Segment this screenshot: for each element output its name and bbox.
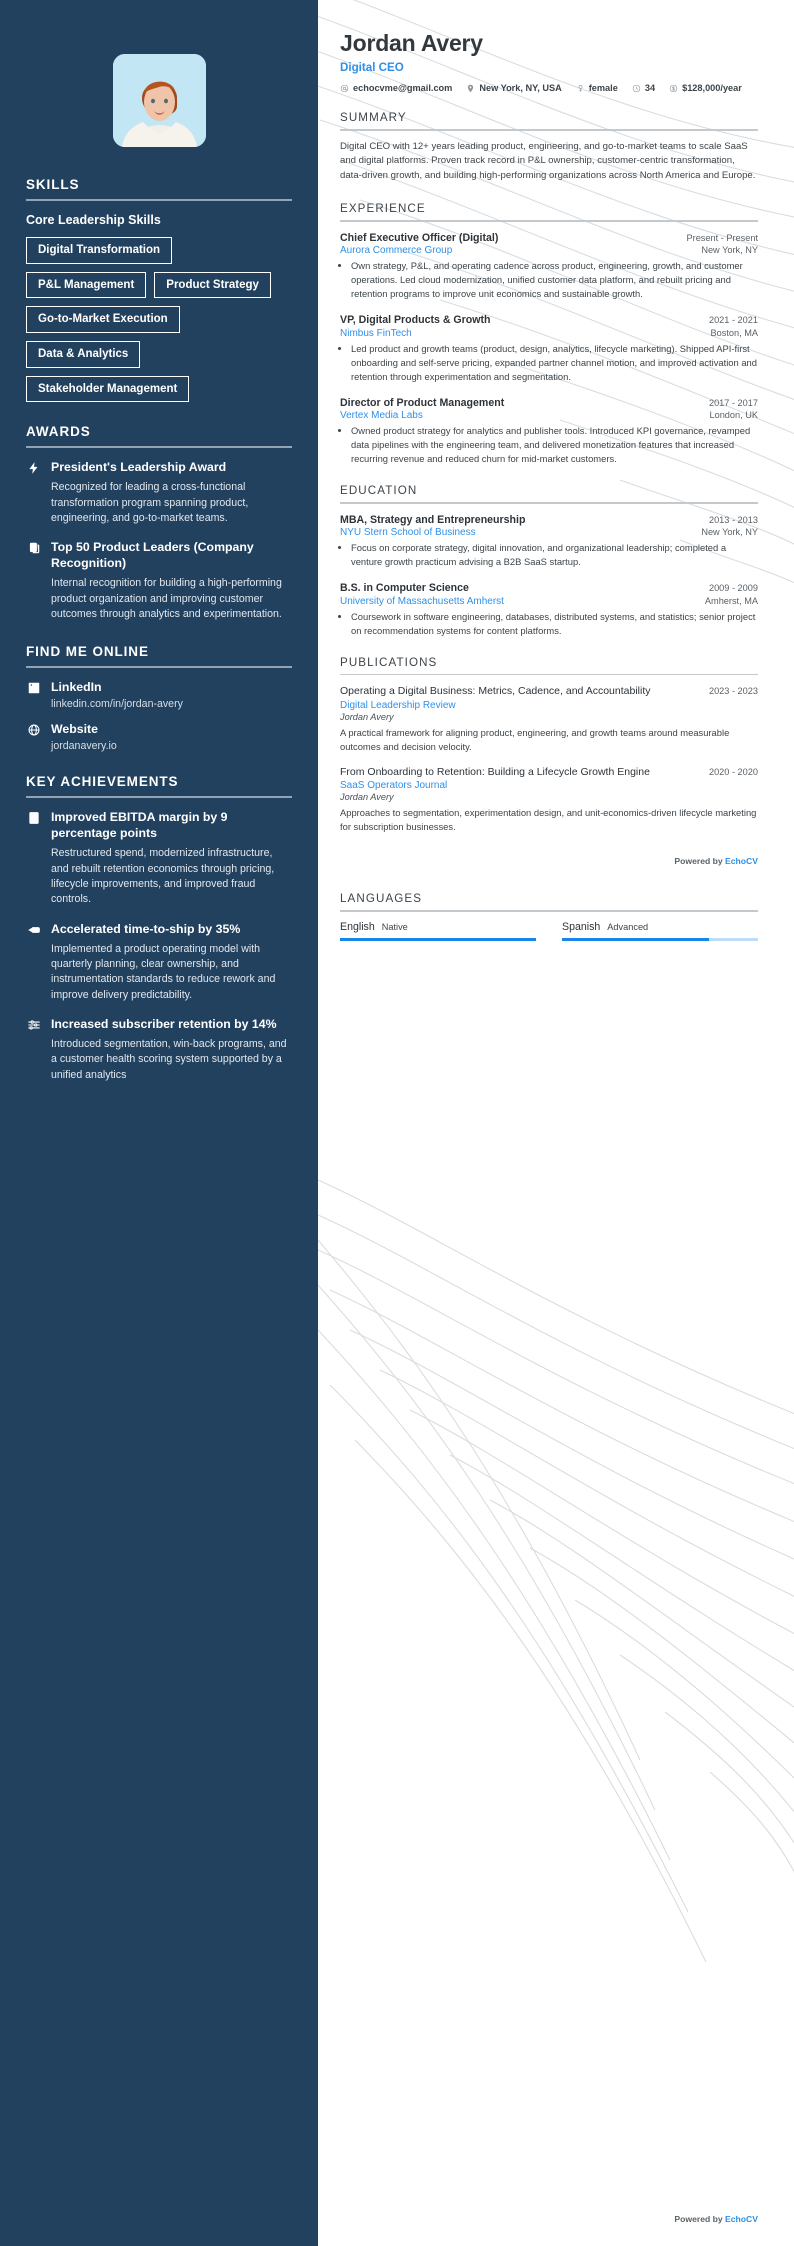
job-date: 2021 - 2021	[708, 315, 758, 326]
contact-email-text: echocvme@gmail.com	[353, 83, 453, 93]
contact-age	[632, 83, 655, 93]
find-me-online-section	[26, 644, 292, 752]
achievement-body	[51, 1017, 292, 1083]
globe-icon	[26, 723, 42, 739]
job-bullet-list	[340, 342, 758, 384]
language-level: Native	[381, 921, 408, 932]
salary-icon	[669, 84, 678, 93]
section-divider	[340, 502, 758, 504]
section-divider	[26, 199, 292, 201]
degree-title: MBA, Strategy and Entrepreneurship	[340, 513, 526, 526]
powered-by-label-footer	[674, 2214, 758, 2224]
education-entry	[340, 581, 758, 638]
award-item	[26, 460, 292, 526]
degree-date: 2009 - 2009	[708, 583, 758, 594]
skill-chip: Product Strategy	[154, 272, 271, 299]
degree-title: B.S. in Computer Science	[340, 582, 469, 595]
publication-entry	[340, 684, 758, 753]
powered-brand: EchoCV	[725, 2214, 758, 2224]
achievement-body	[51, 810, 292, 907]
sliders-icon	[26, 1018, 42, 1034]
skill-chip: Digital Transformation	[26, 237, 172, 264]
publication-author: Jordan Avery	[340, 711, 394, 722]
section-divider	[340, 220, 758, 222]
online-label: Website	[51, 722, 98, 737]
achievements-section-title: KEY ACHIEVEMENTS	[26, 774, 179, 790]
language-progress-track	[340, 938, 536, 941]
job-title: Director of Product Management	[340, 396, 505, 409]
skill-chip: Data & Analytics	[26, 341, 140, 368]
school-name[interactable]: NYU Stern School of Business	[340, 527, 476, 539]
experience-entry	[340, 396, 758, 467]
badge-icon	[26, 541, 42, 557]
online-url[interactable]: linkedin.com/in/jordan-avery	[51, 698, 183, 711]
skill-chip: P&L Management	[26, 272, 146, 299]
language-level: Advanced	[607, 921, 649, 932]
experience-entry	[340, 313, 758, 384]
language-item	[340, 921, 536, 941]
linkedin-icon	[26, 681, 42, 697]
awards-section-title: AWARDS	[26, 424, 91, 440]
online-body	[51, 680, 292, 710]
job-bullet: • Own strategy, P&L, and operating cadence across product, engineering, growth, and customer operations. Led cloud modernization, unified customer data platform, and rebuilt pricing and retention programs to improve unit economics and sustainable growth.	[351, 259, 758, 301]
contact-info-list	[340, 83, 758, 93]
language-progress-track	[562, 938, 758, 941]
publications-section-title: PUBLICATIONS	[340, 655, 438, 669]
contact-salary-text: $128,000/year	[682, 83, 742, 93]
contact-age-text: 34	[644, 83, 656, 93]
language-name: Spanish	[562, 920, 601, 933]
award-title: President's Leadership Award	[51, 460, 227, 475]
entry-title-row	[340, 765, 758, 779]
language-progress-fill	[340, 938, 536, 941]
achievement-title: Increased subscriber retention by 14%	[51, 1017, 277, 1032]
education-section-title: EDUCATION	[340, 484, 418, 498]
language-row	[562, 921, 758, 933]
skills-section	[26, 177, 292, 402]
publication-description: Approaches to segmentation, experimentation design, and unit-economics-driven lifecycle marketing for subscription businesses.	[340, 807, 757, 833]
job-organization[interactable]: Nimbus FinTech	[340, 327, 412, 339]
publications-section	[340, 656, 758, 834]
skill-chip-list	[26, 237, 292, 402]
avatar-illustration	[113, 54, 206, 147]
publication-journal[interactable]: Digital Leadership Review	[340, 699, 456, 711]
award-body	[51, 540, 292, 622]
job-date: 2017 - 2017	[708, 397, 758, 408]
rocket-icon	[26, 923, 42, 939]
entry-title-row	[340, 231, 758, 245]
awards-section	[26, 424, 292, 622]
entry-org-row	[340, 596, 758, 607]
degree-bullet: • Focus on corporate strategy, digital innovation, and organizational leadership; completed a venture growth practicum advising a B2B SaaS startup.	[351, 541, 758, 569]
award-item	[26, 540, 292, 622]
achievement-title: Accelerated time-to-ship by 35%	[51, 921, 241, 936]
main-content	[318, 0, 794, 971]
award-body	[51, 460, 292, 526]
publication-description: A practical framework for aligning product, engineering, and growth teams around measurable outcomes and decision velocity.	[340, 726, 730, 752]
section-divider	[26, 446, 292, 448]
achievement-description: Implemented a product operating model with quarterly planning, clear ownership, and instrumentation standards to reduce rework and improve delivery predictability.	[51, 942, 276, 1001]
online-label: LinkedIn	[51, 680, 102, 695]
degree-bullet-list	[340, 541, 758, 569]
languages-section	[340, 892, 758, 941]
language-name: English	[340, 920, 375, 933]
summary-section-title: SUMMARY	[340, 111, 407, 124]
job-organization[interactable]: Aurora Commerce Group	[340, 244, 453, 256]
entry-org-row	[340, 245, 758, 256]
entry-title-row	[340, 513, 758, 527]
gender-icon	[576, 84, 585, 93]
languages-list	[340, 921, 758, 941]
job-title: VP, Digital Products & Growth	[340, 314, 491, 327]
education-entry	[340, 513, 758, 570]
skill-chip: Go-to-Market Execution	[26, 306, 180, 333]
award-description: Recognized for leading a cross-functional transformation program spanning product, engineering, and go-to-market teams.	[51, 481, 249, 524]
publication-title: From Onboarding to Retention: Building a Lifecycle Growth Engine	[340, 765, 650, 778]
powered-by-label-top	[340, 856, 758, 866]
achievement-item	[26, 922, 292, 1003]
experience-section-title: EXPERIENCE	[340, 202, 426, 216]
achievement-item	[26, 810, 292, 907]
language-item	[562, 921, 758, 941]
publication-journal[interactable]: SaaS Operators Journal	[340, 780, 448, 792]
skills-subtitle: Core Leadership Skills	[26, 213, 161, 227]
education-section	[340, 484, 758, 638]
language-progress-fill	[562, 938, 709, 941]
achievement-title: Improved EBITDA margin by 9 percentage points	[51, 810, 228, 841]
contact-gender	[576, 83, 618, 93]
avatar	[113, 54, 206, 147]
achievement-body	[51, 922, 292, 1003]
award-title: Top 50 Product Leaders (Company Recognition)	[51, 540, 254, 571]
degree-bullet-list	[340, 610, 758, 638]
location-icon	[466, 84, 475, 93]
job-title: Chief Executive Officer (Digital)	[340, 231, 499, 244]
job-bullet: • Led product and growth teams (product, design, analytics, lifecycle marketing). Shipped API-first onboarding and self-serve pricing, expanded partner channel motion, and improved activation and retention through experimentation and segmentation.	[351, 342, 758, 384]
online-section-title: FIND ME ONLINE	[26, 644, 149, 660]
age-icon	[632, 84, 641, 93]
contact-email[interactable]	[340, 83, 452, 93]
publication-entry	[340, 765, 758, 834]
section-divider	[340, 674, 758, 676]
publication-date: 2023 - 2023	[708, 686, 758, 697]
powered-brand: EchoCV	[725, 856, 758, 867]
profile-photo-wrapper	[26, 54, 292, 147]
entry-org-row	[340, 410, 758, 421]
calculator-icon	[26, 811, 42, 827]
section-divider	[340, 910, 758, 912]
job-date: Present - Present	[686, 232, 758, 243]
sidebar	[0, 0, 318, 2246]
entry-title-row	[340, 581, 758, 595]
contact-salary	[669, 83, 742, 93]
publication-date: 2020 - 2020	[708, 766, 758, 777]
language-row	[340, 921, 536, 933]
job-bullet: • Owned product strategy for analytics and publisher tools. Introduced KPI governance, revamped data pipelines with the engineering team, and delivered monetization features that increased recurring revenue and reduced churn for mid-market customers.	[351, 424, 758, 466]
email-icon	[340, 84, 349, 93]
entry-org-row	[340, 527, 758, 538]
entry-org-row	[340, 328, 758, 339]
skill-chip: Stakeholder Management	[26, 376, 189, 403]
job-bullet-list	[340, 424, 758, 466]
experience-entry	[340, 231, 758, 302]
page-title: Jordan Avery	[340, 30, 483, 56]
job-bullet-list	[340, 259, 758, 301]
job-role-subtitle: Digital CEO	[340, 61, 404, 74]
key-achievements-section	[26, 774, 292, 1083]
bolt-icon	[26, 461, 42, 477]
award-description: Internal recognition for building a high-performing product organization and improving customer outcomes through analytics and experimentation.	[51, 577, 282, 620]
achievement-description: Introduced segmentation, win-back programs, and a customer health scoring system supported by a unified analytics	[51, 1038, 287, 1081]
online-url[interactable]: jordanavery.io	[51, 740, 117, 753]
contact-location	[466, 83, 561, 93]
contact-gender-text: female	[588, 83, 618, 93]
languages-section-title: LANGUAGES	[340, 892, 423, 906]
entry-title-row	[340, 396, 758, 410]
section-divider	[26, 666, 292, 668]
section-divider	[26, 796, 292, 798]
online-profile-linkedin[interactable]	[26, 680, 292, 710]
publication-title: Operating a Digital Business: Metrics, Cadence, and Accountability	[340, 685, 651, 698]
publication-author: Jordan Avery	[340, 792, 394, 803]
school-location: New York, NY	[701, 527, 758, 538]
entry-title-row	[340, 684, 758, 698]
achievement-item	[26, 1017, 292, 1083]
entry-title-row	[340, 313, 758, 327]
job-organization[interactable]: Vertex Media Labs	[340, 410, 423, 422]
powered-prefix: Powered by	[674, 2214, 726, 2224]
skills-section-title: SKILLS	[26, 177, 80, 192]
job-location: Boston, MA	[710, 327, 758, 338]
degree-date: 2013 - 2013	[708, 514, 758, 525]
powered-prefix: Powered by	[674, 856, 726, 867]
summary-section	[340, 111, 758, 184]
degree-bullet: • Coursework in software engineering, databases, distributed systems, and statistics; senior project on recommendation systems for content platforms.	[351, 610, 758, 638]
online-profile-website[interactable]	[26, 722, 292, 752]
summary-text: Digital CEO with 12+ years leading product, engineering, and go-to-market teams to scale SaaS and digital platforms. Proven track record in P&L ownership, customer-centric transformation, data-driven growth, and building high-performing organizations across North America and Europe.	[340, 140, 756, 182]
online-body	[51, 722, 292, 752]
resume-header	[340, 30, 758, 93]
job-location: New York, NY	[701, 244, 758, 255]
experience-section	[340, 202, 758, 466]
achievement-description: Restructured spend, modernized infrastructure, and rebuilt retention economics through pricing, lifecycle improvements, and improved fraud controls.	[51, 847, 275, 906]
school-name[interactable]: University of Massachusetts Amherst	[340, 595, 504, 607]
job-location: London, UK	[709, 410, 758, 421]
school-location: Amherst, MA	[704, 595, 758, 606]
section-divider	[340, 129, 758, 131]
contact-location-text: New York, NY, USA	[479, 83, 562, 93]
